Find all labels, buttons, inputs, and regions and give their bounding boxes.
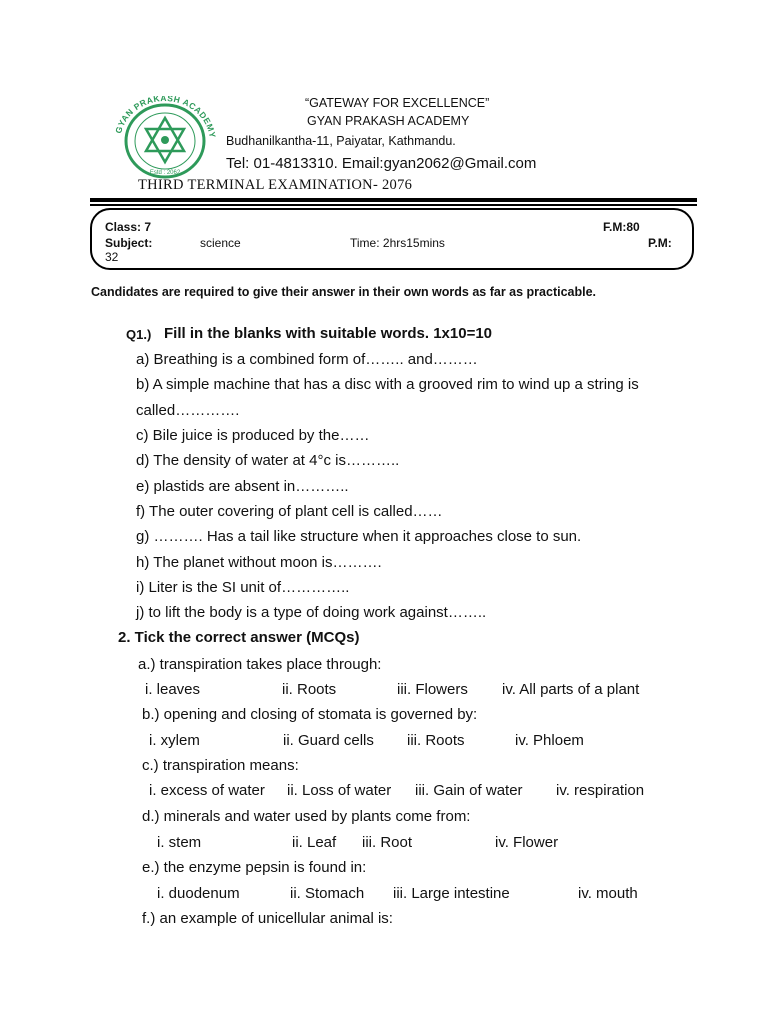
school-name: GYAN PRAKASH ACADEMY	[307, 114, 470, 128]
q1-number: Q1.)	[126, 327, 152, 342]
q2-c-option-3: iii. Gain of water	[415, 782, 523, 799]
q1-item-f: f) The outer covering of plant cell is called……	[136, 503, 443, 520]
q2-b-option-2: ii. Guard cells	[283, 732, 374, 749]
q1-item-b: b) A simple machine that has a disc with a grooved rim to wind up a string is	[136, 376, 639, 393]
header-rule-thick	[90, 198, 697, 202]
q2-b-stem: b.) opening and closing of stomata is governed by:	[142, 706, 478, 723]
exam-title: THIRD TERMINAL EXAMINATION- 2076	[138, 177, 413, 193]
school-motto: “GATEWAY FOR EXCELLENCE”	[305, 96, 490, 110]
q2-d-stem: d.) minerals and water used by plants come from:	[142, 808, 471, 825]
header-rule-thin	[90, 204, 697, 206]
pass-marks-value: 32	[105, 250, 119, 264]
q2-a-option-1: i. leaves	[145, 681, 201, 698]
q1-item-i: i) Liter is the SI unit of…………..	[136, 579, 350, 596]
q2-e-option-4: iv. mouth	[578, 885, 638, 902]
school-contact: Tel: 01-4813310. Email:gyan2062@Gmail.com	[226, 155, 537, 172]
q2-a-option-3: iii. Flowers	[397, 681, 468, 698]
instructions: Candidates are required to give their answer in their own words as far as practicable.	[91, 285, 597, 299]
q2-c-option-4: iv. respiration	[556, 782, 645, 799]
q2-d-option-2: ii. Leaf	[292, 834, 337, 851]
class-field: Class: 7	[105, 220, 152, 234]
q1-item-e: e) plastids are absent in………..	[136, 478, 349, 495]
q2-f-stem: f.) an example of unicellular animal is:	[142, 910, 393, 927]
subject-label: Subject:	[105, 236, 153, 250]
q2-e-option-3: iii. Large intestine	[393, 885, 510, 902]
subject-value: science	[200, 236, 241, 250]
q1-item-b-cont: called………….	[136, 402, 240, 419]
q2-e-stem: e.) the enzyme pepsin is found in:	[142, 859, 367, 876]
q2-a-stem: a.) transpiration takes place through:	[138, 656, 382, 673]
q1-item-h: h) The planet without moon is……….	[136, 554, 382, 571]
school-logo	[106, 96, 224, 186]
time-field: Time: 2hrs15mins	[350, 236, 445, 250]
q2-b-option-1: i. xylem	[149, 732, 200, 749]
q2-c-option-1: i. excess of water	[149, 782, 265, 799]
q2-d-option-4: iv. Flower	[495, 834, 559, 851]
q2-heading: 2. Tick the correct answer (MCQs)	[118, 629, 360, 646]
q2-c-option-2: ii. Loss of water	[287, 782, 392, 799]
q1-item-j: j) to lift the body is a type of doing work against……..	[136, 604, 487, 621]
q2-d-option-1: i. stem	[157, 834, 202, 851]
q1-heading: Fill in the blanks with suitable words. 1x10=10	[164, 325, 493, 342]
q2-a-option-2: ii. Roots	[282, 681, 337, 698]
q1-item-d: d) The density of water at 4°c is………..	[136, 452, 400, 469]
logo-estd: Estd : 2062	[149, 170, 181, 176]
q1-item-c: c) Bile juice is produced by the……	[136, 427, 370, 444]
q2-e-option-1: i. duodenum	[157, 885, 240, 902]
full-marks-field: F.M:80	[603, 220, 640, 234]
q2-a-option-4: iv. All parts of a plant	[502, 681, 640, 698]
q2-b-option-4: iv. Phloem	[515, 732, 584, 749]
q2-b-option-3: iii. Roots	[407, 732, 465, 749]
q1-item-a: a) Breathing is a combined form of…….. and………	[136, 351, 478, 368]
pass-marks-field: P.M:	[648, 236, 672, 250]
q2-c-stem: c.) transpiration means:	[142, 757, 299, 774]
q2-d-option-3: iii. Root	[362, 834, 413, 851]
q2-e-option-2: ii. Stomach	[290, 885, 365, 902]
logo-ring-text: GYAN PRAKASH ACADEMY	[113, 96, 218, 139]
school-address: Budhanilkantha-11, Paiyatar, Kathmandu.	[226, 134, 456, 148]
q1-item-g: g) ………. Has a tail like structure when it approaches close to sun.	[136, 528, 582, 545]
exam-info-box	[90, 208, 694, 270]
